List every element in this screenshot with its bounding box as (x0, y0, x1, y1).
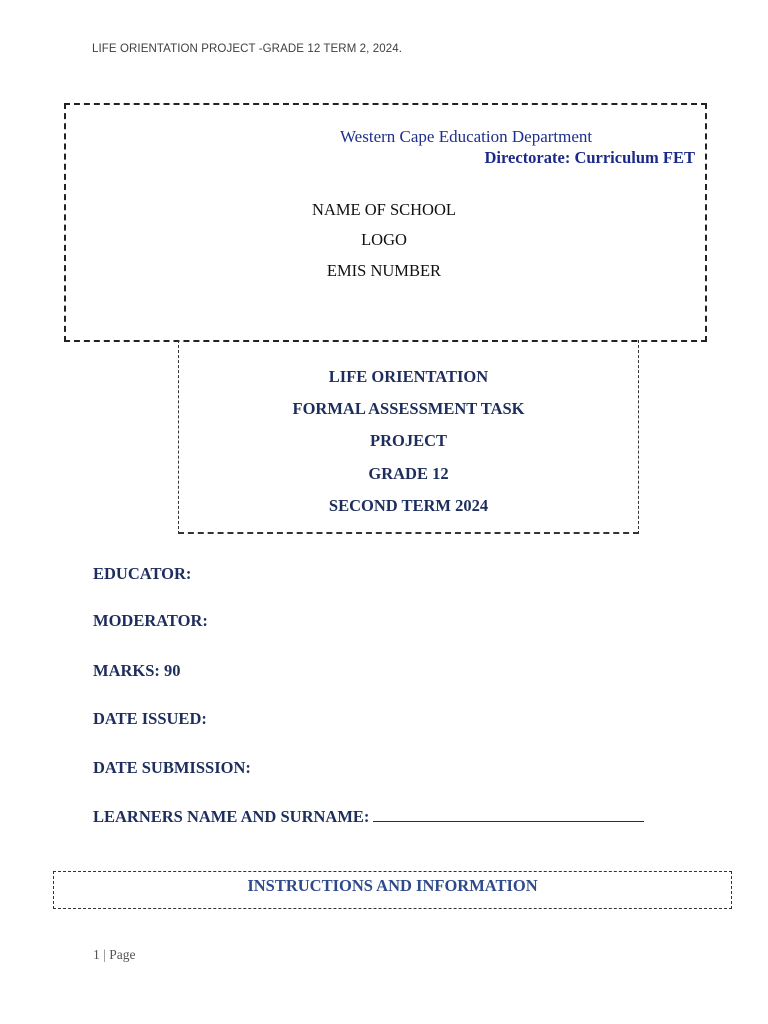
moderator-label: MODERATOR: (93, 611, 208, 630)
directorate-name: Directorate: Curriculum FET (484, 148, 695, 167)
title-subject: LIFE ORIENTATION (328, 367, 489, 386)
learner-name-label: LEARNERS NAME AND SURNAME: (93, 807, 370, 826)
title-task-type: FORMAL ASSESSMENT TASK (292, 399, 525, 418)
school-name-placeholder: NAME OF SCHOOL (312, 200, 456, 219)
page-label: Page (109, 947, 136, 962)
title-project: PROJECT (369, 431, 447, 450)
page-footer (93, 947, 135, 963)
learner-name-blank (373, 807, 644, 822)
date-submission-label: DATE SUBMISSION: (93, 758, 251, 777)
page-number: 1 (93, 947, 100, 962)
title-grade: GRADE 12 (368, 464, 449, 483)
date-issued-label: DATE ISSUED: (93, 709, 207, 728)
marks-label: MARKS: 90 (93, 661, 181, 680)
emis-number-placeholder: EMIS NUMBER (326, 261, 442, 280)
department-name: Western Cape Education Department (340, 127, 593, 146)
footer-separator: | (103, 947, 106, 962)
running-header: LIFE ORIENTATION PROJECT -GRADE 12 TERM 2, 2024. (92, 43, 403, 55)
title-term: SECOND TERM 2024 (328, 496, 489, 515)
learner-name-row (93, 807, 644, 827)
logo-placeholder: LOGO (361, 230, 407, 249)
educator-label: EDUCATOR: (93, 564, 192, 583)
instructions-heading: INSTRUCTIONS AND INFORMATION (247, 876, 538, 895)
